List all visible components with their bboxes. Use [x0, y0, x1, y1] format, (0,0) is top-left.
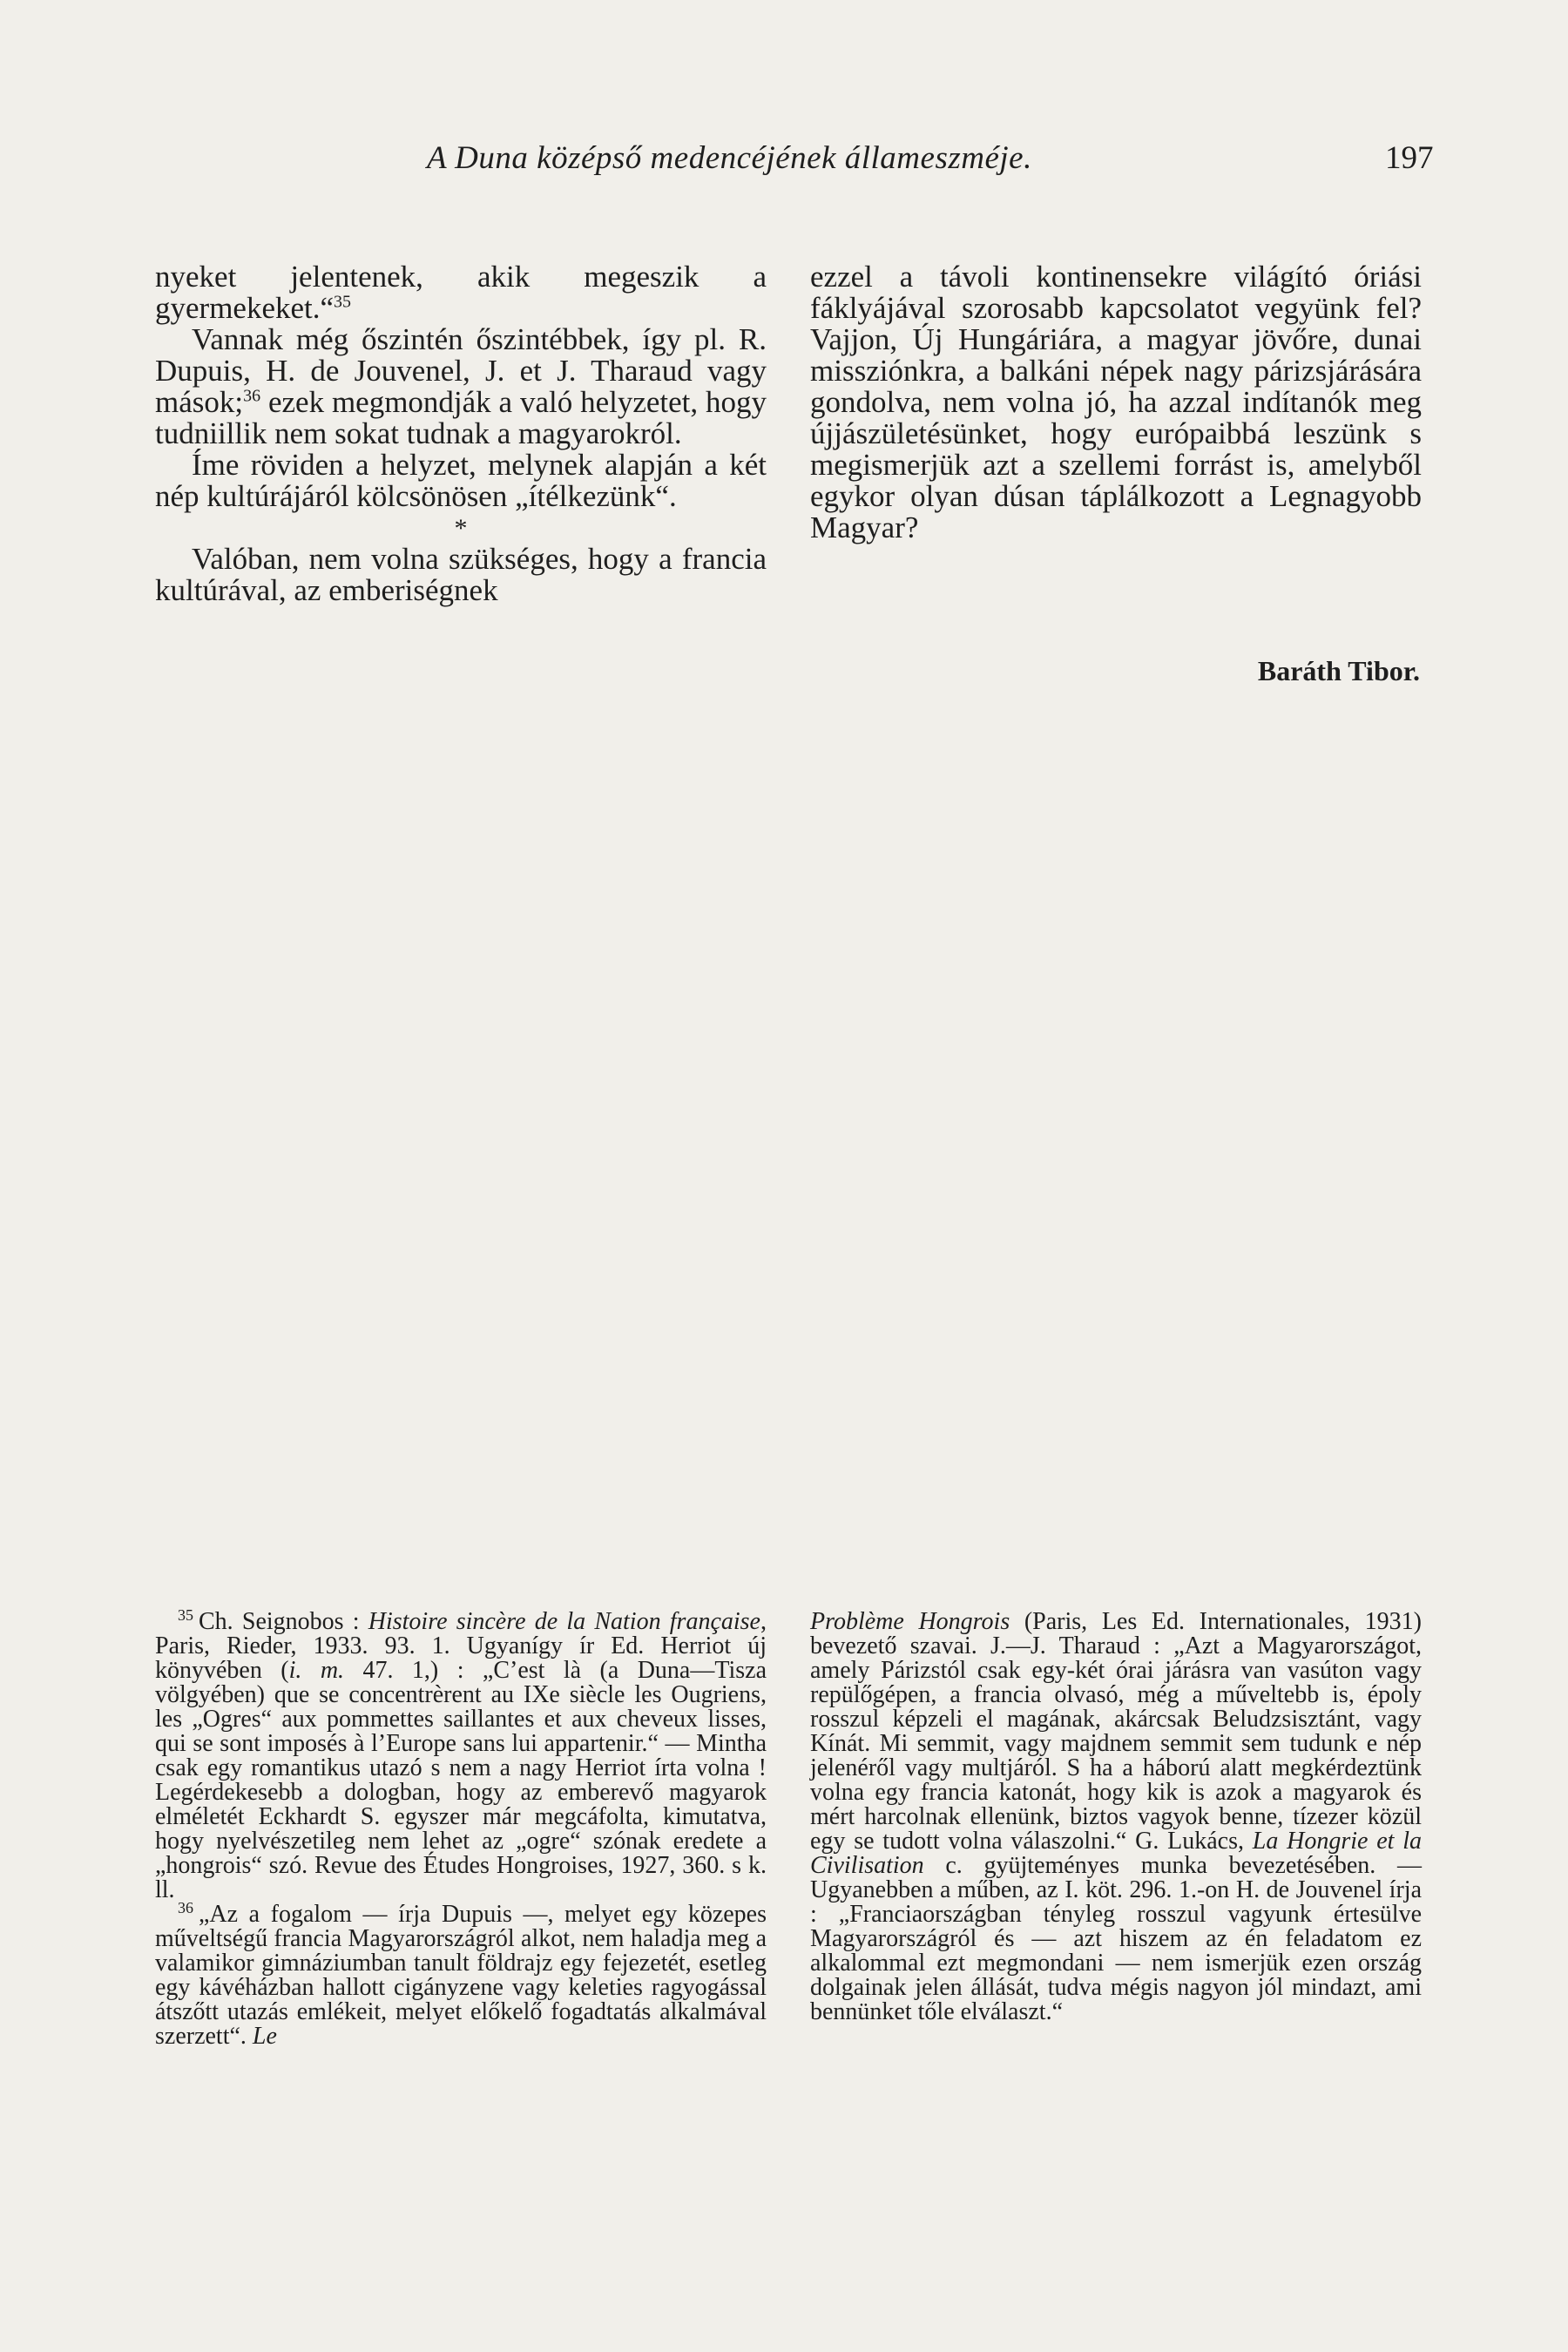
footnote-ref-35[interactable]: 35: [334, 292, 352, 312]
footnote-text: Ch. Seignobos :: [199, 1608, 368, 1635]
paragraph-text: nyeket jelentenek, akik megeszik a gyermekeket.“: [155, 260, 767, 325]
footnotes-left-column: [155, 1605, 767, 2050]
footnotes-right-column: [810, 1610, 1422, 2024]
footnote-text: c. gyüjteményes munka bevezetésében. — Ugyanebben a műben, az I. köt. 296. 1.-on H. de Jouvenel írja : „Franciaországban tényleg rosszul vagyunk értesülve Magyarországról és — azt hiszem az én feladatom ez alkalommal ezt megmondani — nem ismerjük ezen ország dolgainak jelen állását, tudva mégis nagyon jól mindazt, ami bennünket tőle elválaszt.“: [810, 1852, 1422, 2025]
page-number: 197: [1385, 140, 1434, 176]
book-title: La Hongrie et la Civilisation: [810, 1828, 1422, 1879]
footnote-text: (Paris, Les Ed. Internationales, 1931) bevezető szavai. J.—J. Tharaud : „Azt a Magyarországot, amely Párizstól csak egy-két órai járásra van vasúton vagy repülőgépen, a francia olvasó, még a műveltebb is, époly rosszul képzeli el magának, akárcsak Beludzsisztánt, vagy Kínát. Mi semmit, vagy majdnem semmit sem tudunk e nép jelenéről vagy multjáról. S ha a háború alatt megkérdeztünk volna egy francia katonát, hogy kik is azok a magyarok és mért harcolnak ellenünk, biztos vagyok benne, tízezer közül egy se tudott volna válaszolni.“ G. Lukács,: [810, 1608, 1422, 1855]
running-header-title: A Duna középső medencéjének állameszméje.: [427, 140, 1032, 176]
paragraph: Íme röviden a helyzet, melynek alapján a két nép kultúrájáról kölcsönösen „ítélkezünk“.: [155, 448, 767, 513]
footnote-text: „Az a fogalom — írja Dupuis —, melyet egy közepes műveltségű francia Magyarországról alkot, nem haladja meg a valamikor gimnáziumban tanult földrajz egy fejezetét, esetleg egy kávéházban hallott cigányzene vagy keleties ragyogással átszőtt utazás emlékeit, melyet előkelő fogadtatás alkalmával szerzett“.: [155, 1901, 767, 2050]
book-title: Le: [252, 2023, 277, 2050]
footnote-text: , Paris, Rieder, 1933. 93. 1. Ugyanígy ír Ed. Herriot új könyvében (: [155, 1608, 767, 1684]
paragraph: ezzel a távoli kontinensekre világító óriási fáklyájával szorosabb kapcsolatot vegyünk fel? Vajjon, Új Hungáriára, a magyar jövőre, dunai missziónkra, a balkáni népek nagy párizsjárására gondolva, nem volna jó, ha azzal indítanók meg újjászületésünket, hogy európaibbá leszünk s megismerjük azt a szellemi forrást is, amelyből egykor olyan dúsan táplálkozott a Legnagyobb Magyar?: [810, 260, 1422, 544]
book-title: Histoire sincère de la Nation française: [368, 1608, 760, 1635]
footnote-ref-36[interactable]: 36: [243, 386, 261, 406]
author-signature: Baráth Tibor.: [1257, 655, 1420, 686]
citation-ref: i. m.: [288, 1657, 345, 1684]
footnote-text: 47. 1,) : „C’est là (a Duna—Tisza völgyében) que se concentrèrent au IXe siècle les Ougriens, les „Ogres“ aux pommettes saillantes et aux cheveux lisses, qui se sont imposés à l’Europe sans lui appartenir.“ — Mintha csak egy romantikus utazó s nem a nagy Herriot írta volna ! Legérdekesebb a dologban, hogy az emberevő magyarok elméletét Eckhardt S. egyszer már megcáfolta, kimutatva, hogy nyelvészetileg nem lehet az „ogre“ szónak eredete a „hongrois“ szó. Revue des Études Hongroises, 1927, 360. s k. ll.: [155, 1657, 767, 1903]
paragraph: [155, 261, 767, 324]
paragraph-text: Vannak még őszintén őszintébbek, így pl. R. Dupuis, H. de Jouvenel, J. et J. Tharaud vagy mások;: [155, 322, 767, 419]
book-title: Problème Hongrois: [810, 1608, 1010, 1635]
paragraph: Valóban, nem volna szükséges, hogy a francia kultúrával, az emberiségnek: [155, 542, 767, 607]
footnote-number: 36: [178, 1898, 193, 1916]
footnote-number: 35: [178, 1605, 193, 1624]
paragraph-text: ezek megmondják a való helyzetet, hogy tudniillik nem sokat tudnak a magyarokról.: [155, 385, 767, 450]
left-column: [155, 261, 767, 606]
footnote-36-continued: [810, 1610, 1422, 2024]
footnote-35: [155, 1605, 767, 1903]
section-separator: *: [454, 514, 468, 543]
paragraph: [155, 324, 767, 449]
right-column: [810, 261, 1422, 544]
footnote-36: [155, 1898, 767, 2050]
